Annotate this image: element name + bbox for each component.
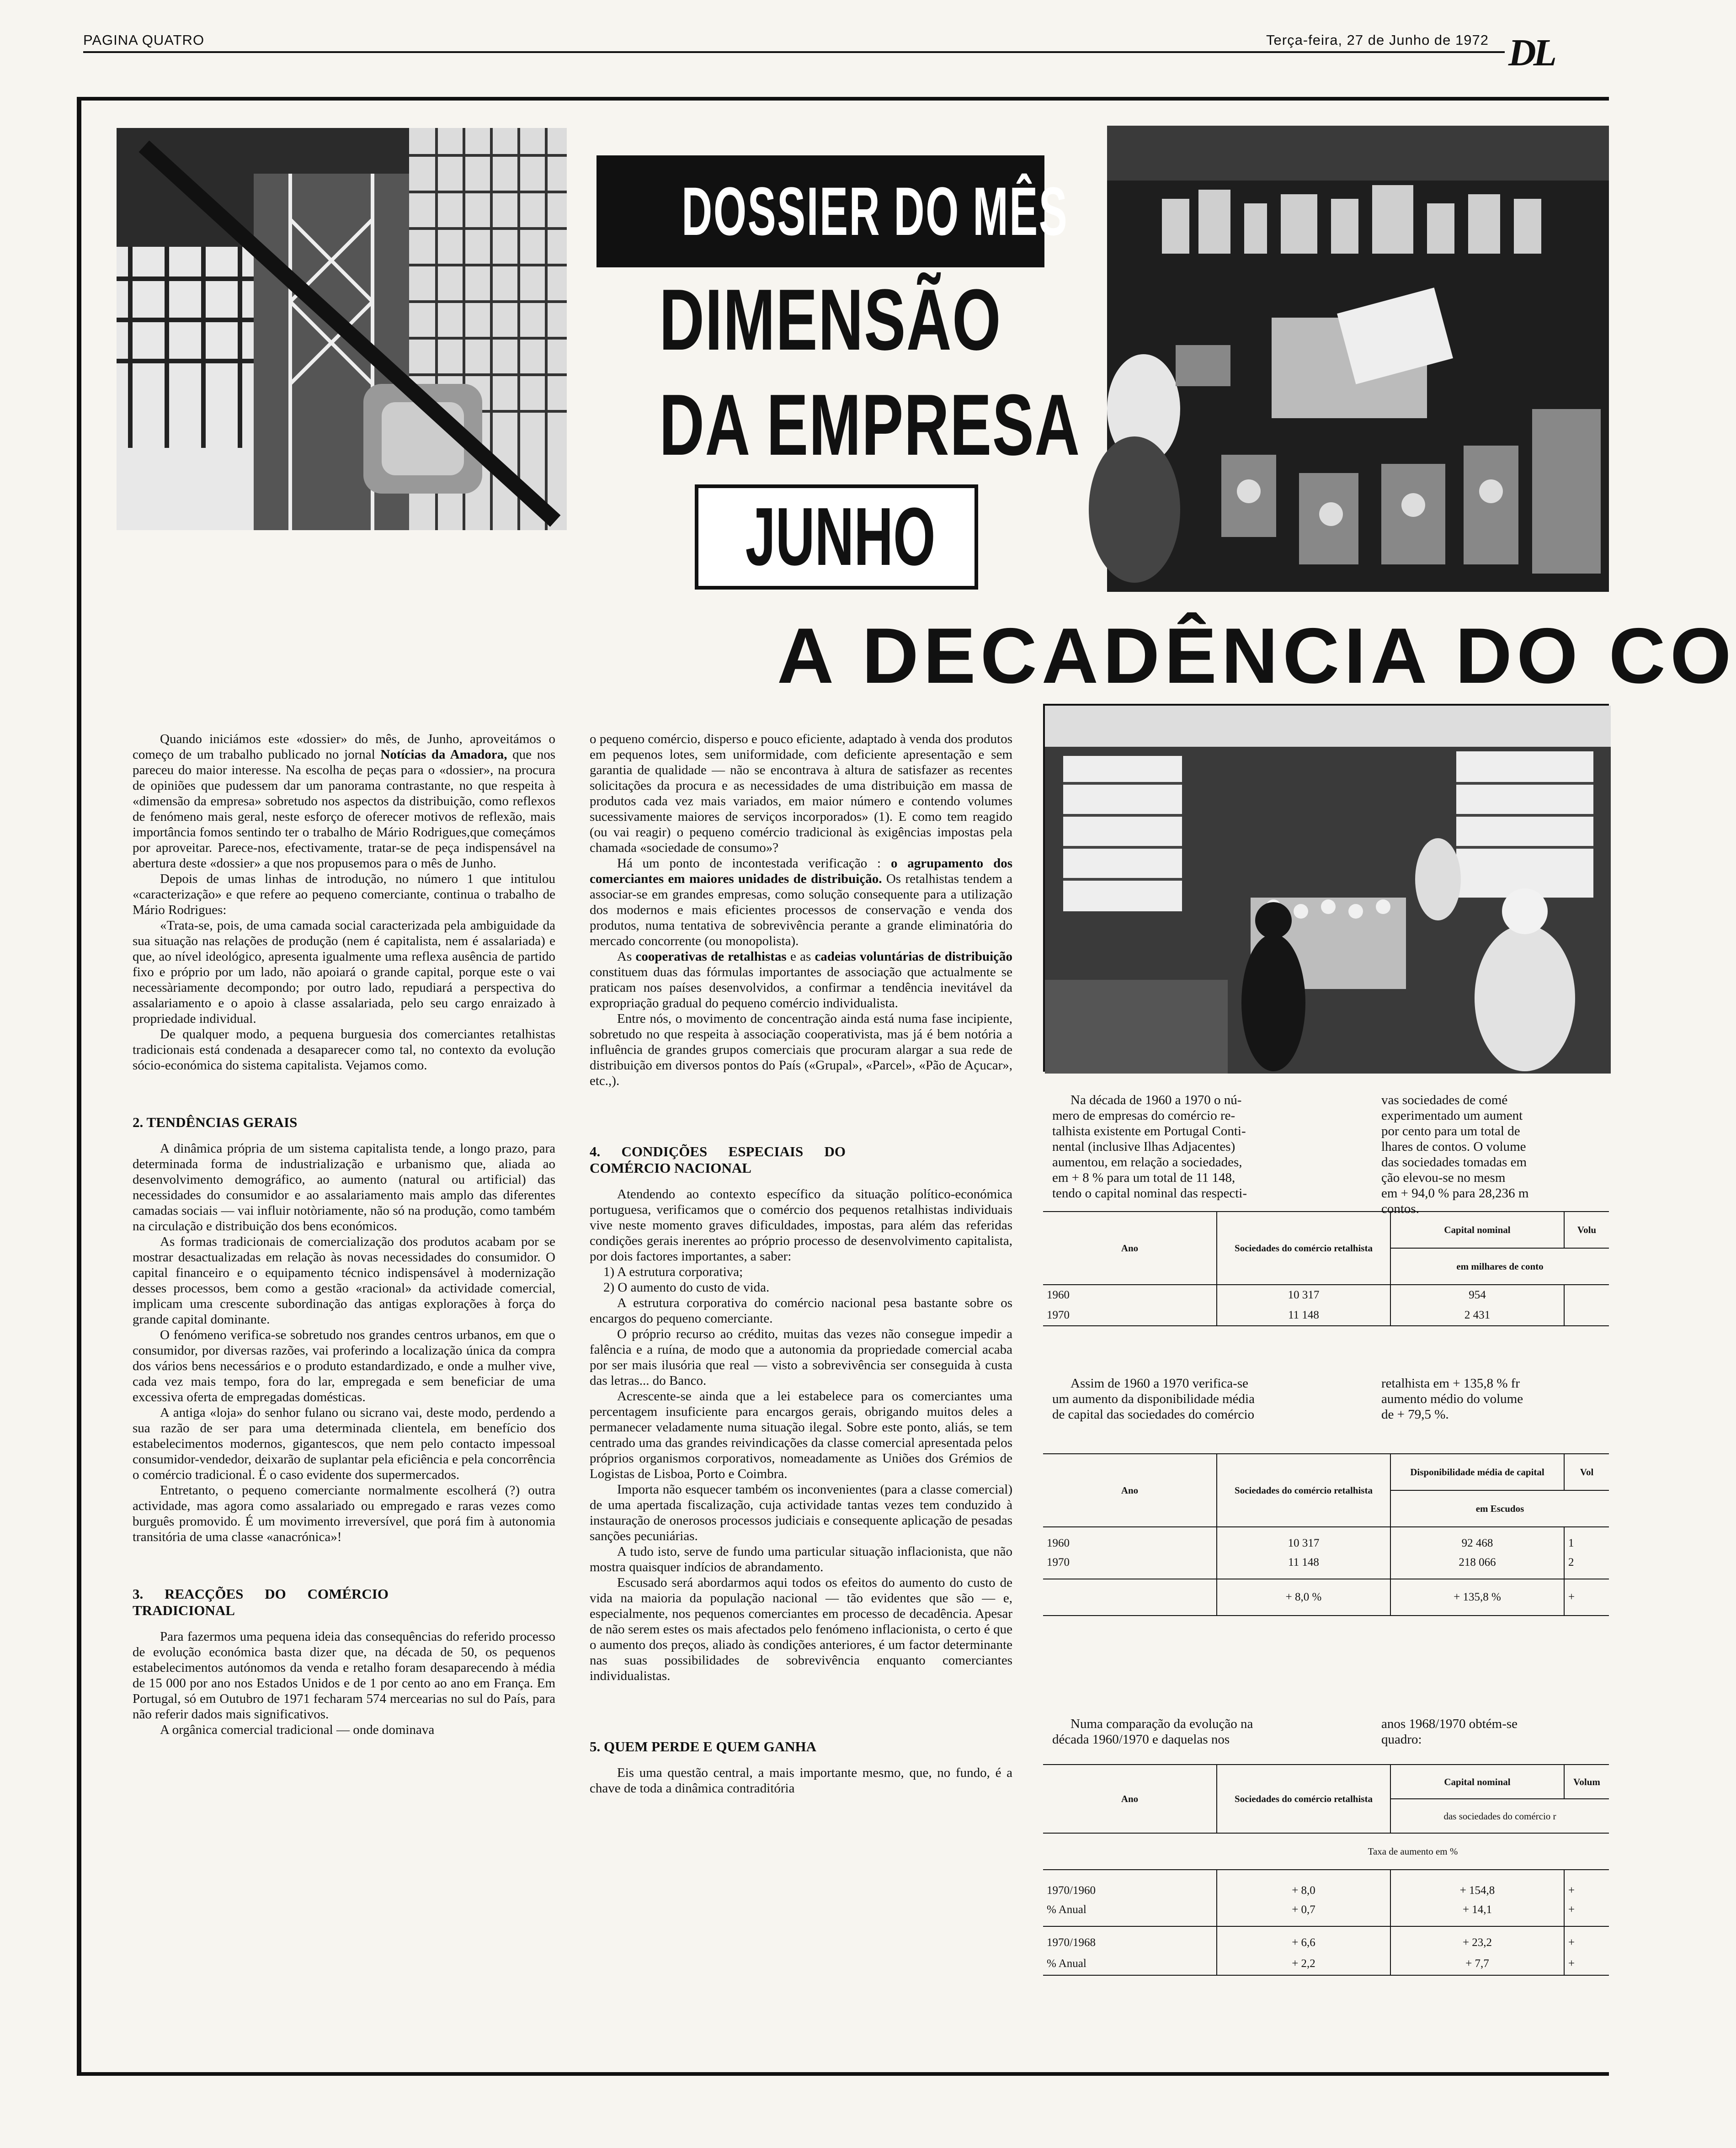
stats-intro-left [1052, 1092, 1345, 1201]
text-line: por cento para um total de [1381, 1124, 1520, 1138]
col2-paragraph: O próprio recurso ao crédito, muitas das vezes não consegue impedir a falência e a ruína, de modo que a autonomia da propriedade comercial acaba por ser mais ilusória que real — visto a sobrevivência ser conseguida à custa das letras... do Banco. [590, 1327, 1012, 1388]
supermarket-photo [1043, 704, 1609, 1072]
table-header: Ano [1043, 1454, 1217, 1527]
stats-compare-left [1052, 1716, 1345, 1747]
col2-paragraph: o pequeno comércio, disperso e pouco eficiente, adaptado à venda dos produtos em pequenos lotes, sem uniformidade, com deficiente apresentação e sem garantia de qualidade — não se encontrava à altura de satisfazer as recentes solicitações da procura e as necessidades de uma distribuição em massa de produtos cada vez mais variados, em maior número e contendo volumes sucessivamente maiores de serviços incorporados» (1). E como tem reagido (ou vai reagir) o pequeno comércio tradicional às exigências impostas pela chamada «sociedade de consumo»? [590, 732, 1012, 855]
dossier-title: DOSSIER DO MÊS [682, 173, 1069, 250]
stats-mid-left [1052, 1376, 1345, 1422]
table-row: 1970/1968 + 6,6 + 23,2 + [1043, 1926, 1609, 1952]
text-line: contos. [1381, 1202, 1419, 1216]
table-header: Sociedades do comércio retalhista [1217, 1454, 1390, 1527]
table-row: 1970 11 148 218 066 2 [1043, 1553, 1609, 1579]
text-line: Numa comparação da evolução na [1070, 1717, 1253, 1731]
col2-paragraph: A tudo isto, serve de fundo uma particular situação inflacionista, que não mostra quaisquer indícios de abrandamento. [590, 1544, 1012, 1574]
col2-paragraph: Eis uma questão central, a mais importante mesmo, que, no fundo, é a chave de toda a dinâmica contraditória [590, 1765, 1012, 1796]
main-headline: A DECADÊNCIA DO CO [777, 612, 1736, 700]
table-row: 1960 10 317 954 [1043, 1285, 1609, 1305]
page-date: Terça-feira, 27 de Junho de 1972 [1266, 32, 1489, 48]
newspaper-logo: DL [1508, 32, 1554, 74]
page-label: PAGINA QUATRO [83, 32, 205, 48]
text-line: Na década de 1960 a 1970 o nú- [1070, 1093, 1242, 1107]
text-line: anos 1968/1970 obtém-se [1381, 1717, 1518, 1731]
month-label: JUNHO [745, 491, 936, 583]
month-box [695, 484, 978, 590]
table-total-row: + 8,0 % + 135,8 % + [1043, 1579, 1609, 1616]
text-line: quadro: [1381, 1732, 1422, 1747]
stats-intro-right [1381, 1092, 1609, 1217]
title-da-empresa: DA EMPRESA [659, 377, 1081, 473]
shop-illustration [1107, 126, 1609, 592]
text-line: talhista existente em Portugal Conti- [1052, 1124, 1246, 1138]
table-header: Ano [1043, 1765, 1217, 1833]
text-line: de capital das sociedades do comércio [1052, 1407, 1255, 1422]
text-line: ção elevou-se no mesm [1381, 1170, 1506, 1185]
text-line: lhares de contos. O volume [1381, 1139, 1526, 1154]
section-heading-3: 3. REACÇÕES DO COMÉRCIO TRADICIONAL [133, 1586, 389, 1618]
col2-list-item: 2) O aumento do custo de vida. [603, 1280, 770, 1295]
text-line: tendo o capital nominal das respecti- [1052, 1186, 1247, 1201]
table-evolucao [1043, 1764, 1609, 1976]
table-row: 1960 10 317 92 468 1 [1043, 1527, 1609, 1553]
col1-paragraph: De qualquer modo, a pequena burguesia dos comerciantes retalhistas tradicionais está condenada a desaparecer como tal, no contexto da evolução sócio-económica do sistema capitalista. Vejamos como. [133, 1027, 555, 1073]
table-header: Volu [1564, 1212, 1609, 1248]
building-illustration [117, 128, 567, 530]
col1-paragraph: Para fazermos uma pequena ideia das consequências do referido processo de evolução económica basta dizer que, na década de 50, os pequenos estabelecimentos autónomos da venda e retalho foram desaparecendo à média de 15 000 por ano nos Estados Unidos e de 1 por cento ao ano em França. Em Portugal, só em Outubro de 1971 fecharam 574 mercearias no sul do País, para não referir dados mais significativos. [133, 1629, 555, 1722]
table-header: Volum [1564, 1765, 1609, 1799]
table-header: Disponibilidade média de capital [1390, 1454, 1564, 1490]
table-rate-label: Taxa de aumento em % [1217, 1833, 1609, 1870]
text-line: em + 94,0 % para 28,236 m [1381, 1186, 1529, 1201]
table-header: Sociedades do comércio retalhista [1217, 1765, 1390, 1833]
text-line: das sociedades tomadas em [1381, 1155, 1527, 1170]
text-line: aumentou, em relação a sociedades, [1052, 1155, 1242, 1170]
col2-paragraph: Atendendo ao contexto específico da situação político-económica portuguesa, verificamos que o comércio dos pequenos retalhistas individuais vive neste momento graves dificuldades, impostas, para além das referidas condições gerais inerentes ao próprio processo de desenvolvimento capitalista, por dois factores importantes, a saber: [590, 1187, 1012, 1264]
table-row: % Anual + 2,2 + 7,7 + [1043, 1952, 1609, 1975]
col1-paragraph: O fenómeno verifica-se sobretudo nos grandes centros urbanos, em que o consumidor, por diversas razões, vai proferindo a localização única da compra dos vários bens necessários e o produto estandardizado, e onde a mulher vive, cada vez mais tempo, fora do lar, empregada e sem beneficiar de uma excessiva oferta de empregadas domésticas. [133, 1328, 555, 1404]
section-heading-5: 5. QUEM PERDE E QUEM GANHA [590, 1739, 816, 1755]
table-header: Sociedades do comércio retalhista [1217, 1212, 1390, 1285]
table-row: 1970/1960 + 8,0 + 154,8 + [1043, 1870, 1609, 1900]
col1-paragraph: Depois de umas linhas de introdução, no número 1 que intitulou «caracterização» e que refere ao pequeno comerciante, continua o trabalho de Mário Rodrigues: [133, 872, 555, 917]
col1-paragraph: «Trata-se, pois, de uma camada social caracterizada pela ambiguidade da sua situação nas relações de produção (nem é capitalista, nem é assalariada) e que, ao nível ideológico, apresenta igualmente uma reflexa ausência de partido fixo e próprio por um lado, não apoiará o grande capital, porque este o vai necessàriamente decompondo; por outro lado, repudiará a perspectiva do assalariamento e o apoio à classe assalariada, pelo seu cargo enraizado à propriedade individual. [133, 918, 555, 1026]
text-line: experimentado um aument [1381, 1108, 1523, 1123]
supermarket-illustration [1045, 706, 1611, 1074]
text-line: Assim de 1960 a 1970 verifica-se [1070, 1376, 1248, 1391]
title-dimensao: DIMENSÃO [659, 271, 1001, 368]
column-2 [590, 731, 1012, 1796]
table-row: % Anual + 0,7 + 14,1 + [1043, 1900, 1609, 1926]
stats-compare-right [1381, 1716, 1609, 1747]
column-3 [1043, 1092, 1609, 2075]
col1-paragraph: Quando iniciámos este «dossier» do mês, de Junho, aproveitámos o começo de um trabalho publicado no jornal Notícias da Amadora, que nos pareceu do maior interesse. Na escolha de peças para o «dossier», na procura de opiniões que pudessem dar um panorama contrastante, no que respeita à «dimensão da empresa» sobretudo nos aspectos da distribuição, como reflexos de fenómeno mais geral, neste esforço de oferecer motivos de reflexão, mais importância fomos sentindo ter o trabalho de Mário Rodrigues,que começámos por aproveitar. Parece-nos, efectivamente, tratar-se de peça indispensável na abertura deste «dossier» a que nos propusemos para o mês de Junho. [133, 732, 556, 871]
section-heading-2: 2. TENDÊNCIAS GERAIS [133, 1114, 298, 1130]
table-header: Capital nominal [1390, 1212, 1564, 1248]
text-line: retalhista em + 135,8 % fr [1381, 1376, 1520, 1391]
col1-paragraph: A dinâmica própria de um sistema capitalista tende, a longo prazo, para determinada forma de industrialização e urbanismo que, aliada ao desenvolvimento demográfico, ao aumento (natural ou artificial) das necessidades do consumidor e ao assalariamento mais amplo das diferentes camadas sociais — vai influir notòriamente, não só na produção, como também na circulação e distribuição dos bens económicos. [133, 1141, 555, 1234]
table-header: Capital nominal [1390, 1765, 1564, 1799]
col2-paragraph: A estrutura corporativa do comércio nacional pesa bastante sobre os encargos do pequeno comerciante. [590, 1296, 1012, 1326]
text-line: de + 79,5 %. [1381, 1407, 1449, 1422]
col1-paragraph: As formas tradicionais de comercialização dos produtos acabam por se mostrar desactualizadas em relação às novas necessidades do consumidor. O capital financeiro e o equipamento técnico indispensável à modernização desses processos, bem como a gestão «racional» da actividade comercial, implicam uma crescente subordinação das antigas explorações à força do grande capital dominante. [133, 1234, 555, 1327]
stats-mid-right [1381, 1376, 1609, 1422]
shop-photo [1107, 126, 1609, 592]
column-1 [133, 731, 555, 1738]
header-rule [83, 51, 1505, 53]
text-line: um aumento da disponibilidade média [1052, 1392, 1255, 1406]
col2-paragraph: As cooperativas de retalhistas e as cadeias voluntárias de distribuição constituem duas das fórmulas importantes de associação que actualmente se praticam nos países desenvolvidos, a confirmar a tendência inevitável da expropriação gradual do pequeno comércio individualista. [590, 949, 1013, 1010]
col2-paragraph: Escusado será abordarmos aqui todos os efeitos do aumento do custo de vida na maioria da população nacional — tão evidentes que são — e, especialmente, nos pequenos comerciantes em processo de decadência. Apesar de não serem estes os mais afectados pelo fenómeno inflacionista, o certo é que o aumento dos preços, aliado às condições anteriores, é um factor determinante nas suas possibilidades de sobrevivência enquanto comerciantes individualistas. [590, 1575, 1012, 1683]
text-line: mero de empresas do comércio re- [1052, 1108, 1235, 1123]
col1-paragraph: A orgânica comercial tradicional — onde dominava [160, 1723, 435, 1737]
table-unit: em milhares de conto [1390, 1248, 1609, 1285]
col2-paragraph: Entre nós, o movimento de concentração ainda está numa fase incipiente, sobretudo no que respeita à associação cooperativista, mas já é bem notória a influência de grandes grupos comerciais que procuram alargar a sua rede de distribuição em diversos pontos do País («Grupal», «Parcel», «Pão de Açucar», etc.,). [590, 1011, 1012, 1088]
table-unit: em Escudos [1390, 1490, 1609, 1527]
col2-paragraph: Acrescente-se ainda que a lei estabelece para os comerciantes uma percentagem insuficiente para encargos gerais, obrigando muitos deles a permanecer veladamente numa situação ilegal. Sobre este ponto, aliás, se tem centrado uma das grandes reivindicações da classe comercial apresentada pelos próprios organismos corporativos, nomeadamente as Uniões dos Grémios de Logistas de Lisboa, Porto e Coimbra. [590, 1389, 1012, 1481]
table-disponibilidade [1043, 1453, 1609, 1616]
col1-paragraph: A antiga «loja» do senhor fulano ou sicrano vai, deste modo, perdendo a sua razão de ser para uma determinada clientela, em benefício dos estabelecimentos modernos, gigantescos, que nem pelo contacto impessoal consumidor-vendedor, deixarão de suplantar pela eficiência e pela concorrência o comércio tradicional. É o caso evidente dos supermercados. [133, 1405, 555, 1482]
col2-paragraph: Há um ponto de incontestada verificação : o agrupamento dos comerciantes em maiores unidades de distribuição. Os retalhistas tendem a associar-se em grandes empresas, como solução consequente para a utilização dos modernos e mais eficientes processos de conservação e venda dos produtos, numa tentativa de sobrevivência perante a grande eliminatória do mercado concorrente (ou monopolista). [590, 856, 1013, 948]
building-photo [117, 128, 567, 530]
text-line: nental (inclusive Ilhas Adjacentes) [1052, 1139, 1235, 1154]
col2-list-item: 1) A estrutura corporativa; [603, 1265, 743, 1279]
table-header: Vol [1564, 1454, 1609, 1490]
text-line: vas sociedades de comé [1381, 1093, 1508, 1107]
table-subheader: das sociedades do comércio r [1390, 1799, 1609, 1833]
table-capital [1043, 1211, 1609, 1326]
table-header: Ano [1043, 1212, 1217, 1285]
text-line: aumento médio do volume [1381, 1392, 1523, 1406]
table-row: 1970 11 148 2 431 [1043, 1305, 1609, 1326]
col2-paragraph: Importa não esquecer também os inconvenientes (para a classe comercial) de uma apertada fiscalização, cuja actividade tantas vezes tem conduzido à instauração de onerosos processos judiciais e consequente aplicação de pesadas sanções pecuniárias. [590, 1482, 1012, 1543]
dossier-banner [596, 155, 1069, 267]
text-line: em + 8 % para um total de 11 148, [1052, 1170, 1235, 1185]
text-line: década 1960/1970 e daquelas nos [1052, 1732, 1230, 1747]
section-heading-4: 4. CONDIÇÕES ESPECIAIS DO COMÉRCIO NACIONAL [590, 1143, 846, 1176]
col1-paragraph: Entretanto, o pequeno comerciante normalmente escolherá (?) outra actividade, mas agora como assalariado ou empregado e raras vezes como burguês promovido. É um movimento irreversível, que porá fim à autonomia transitória de uma classe «anacrónica»! [133, 1483, 555, 1544]
